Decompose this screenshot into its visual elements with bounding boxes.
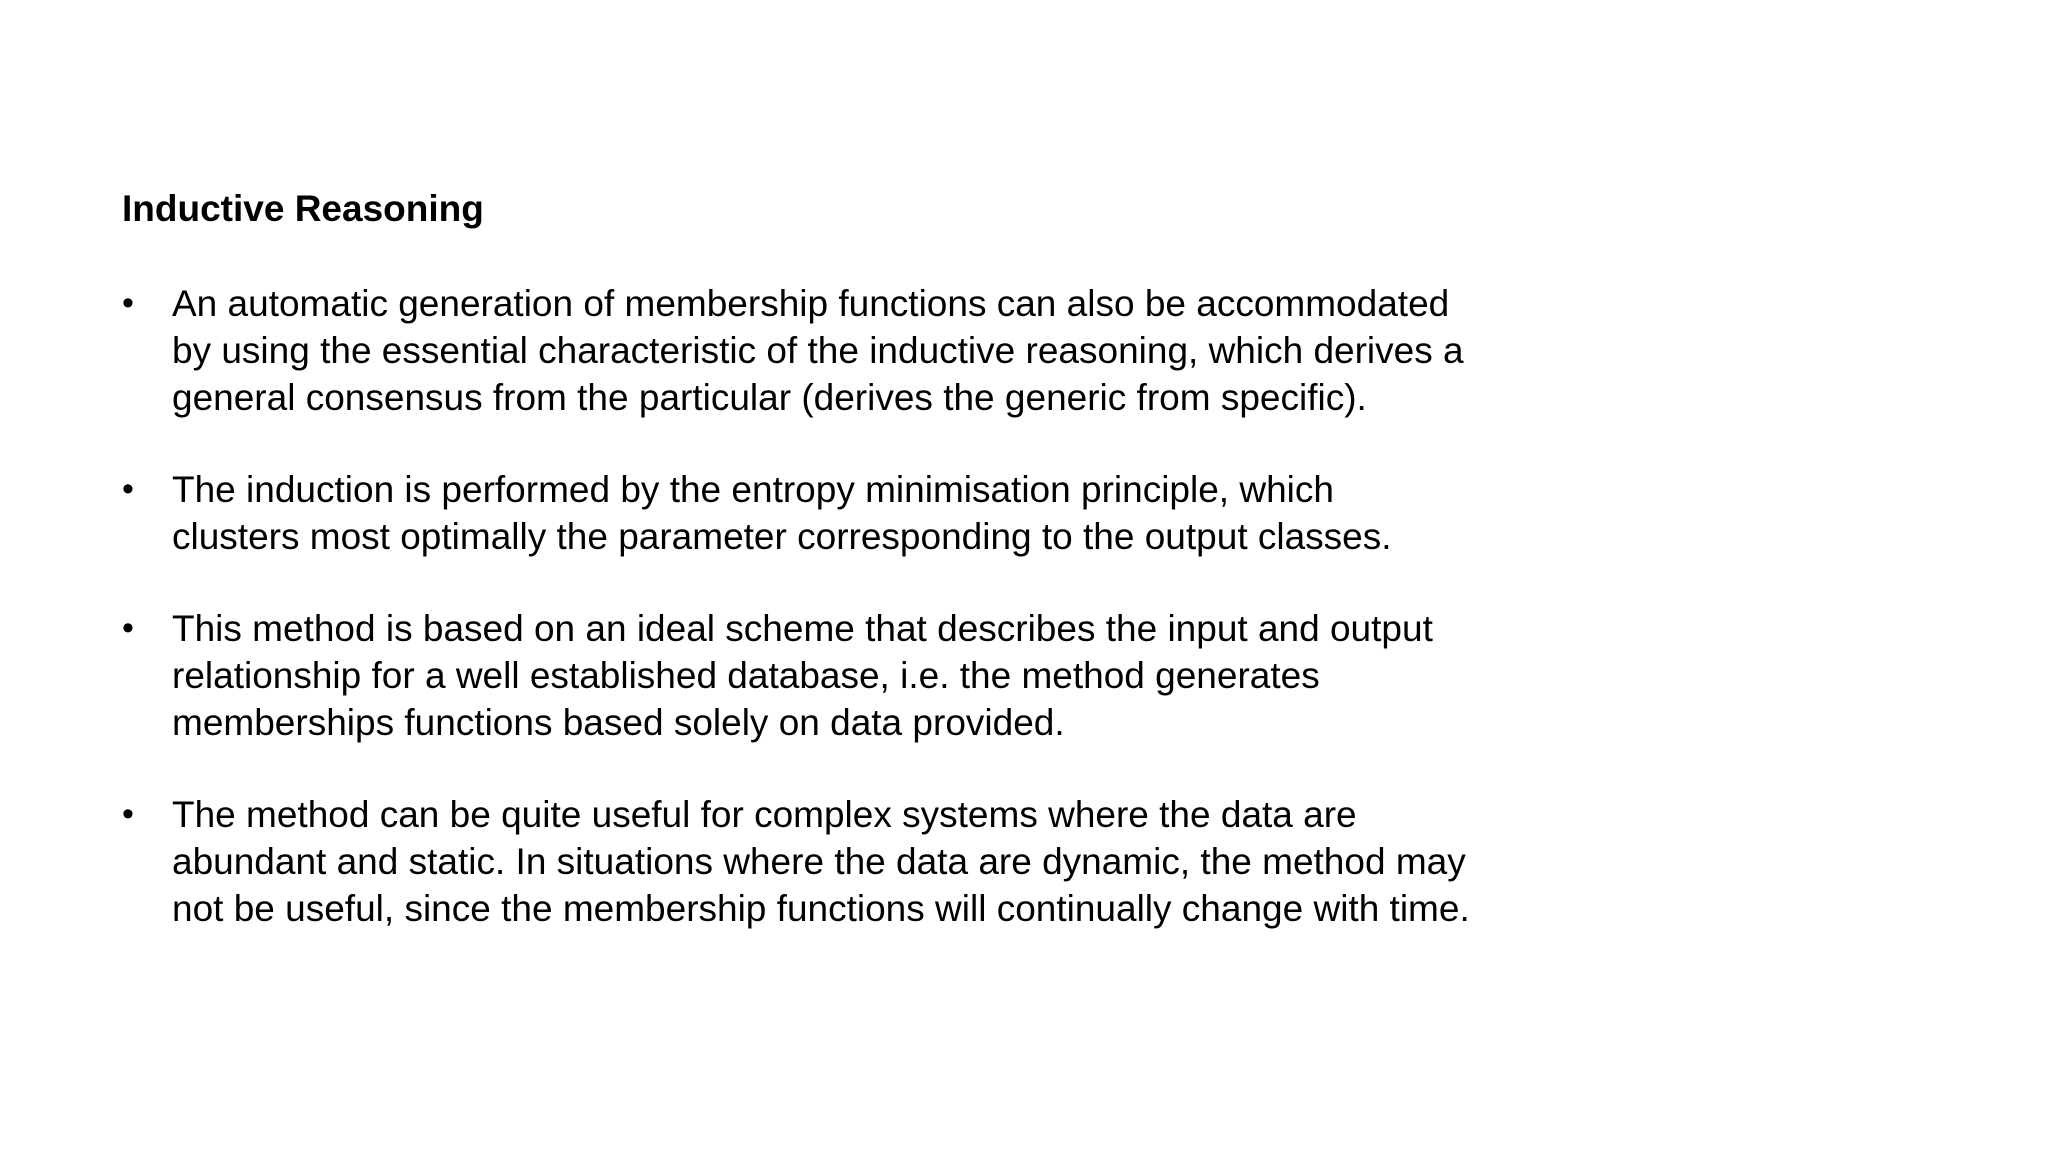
- bullet-text-line: This method is based on an ideal scheme that describes the input and output: [172, 608, 1433, 649]
- bullet-item: [122, 791, 1582, 932]
- bullet-text-line: The method can be quite useful for complex systems where the data are: [172, 794, 1357, 835]
- bullet-text-line: abundant and static. In situations where the data are dynamic, the method may: [172, 841, 1466, 882]
- bullet-text-line: general consensus from the particular (derives the generic from specific).: [172, 377, 1367, 418]
- bullet-text-line: The induction is performed by the entropy minimisation principle, which: [172, 469, 1334, 510]
- bullet-icon: •: [122, 609, 134, 647]
- bullet-text-line: relationship for a well established database, i.e. the method generates: [172, 655, 1320, 696]
- bullet-text-line: memberships functions based solely on data provided.: [172, 702, 1065, 743]
- bullet-icon: •: [122, 284, 134, 322]
- bullet-text-line: not be useful, since the membership functions will continually change with time.: [172, 888, 1470, 929]
- bullet-item: [122, 466, 1582, 560]
- bullet-icon: •: [122, 795, 134, 833]
- slide-heading: Inductive Reasoning: [122, 188, 484, 229]
- bullet-text-line: clusters most optimally the parameter corresponding to the output classes.: [172, 516, 1392, 557]
- bullet-text-line: An automatic generation of membership functions can also be accommodated: [172, 283, 1450, 324]
- bullet-icon: •: [122, 470, 134, 508]
- bullet-item: [122, 605, 1582, 746]
- bullet-item: [122, 280, 1582, 421]
- bullet-text-line: by using the essential characteristic of the inductive reasoning, which derives a: [172, 330, 1464, 371]
